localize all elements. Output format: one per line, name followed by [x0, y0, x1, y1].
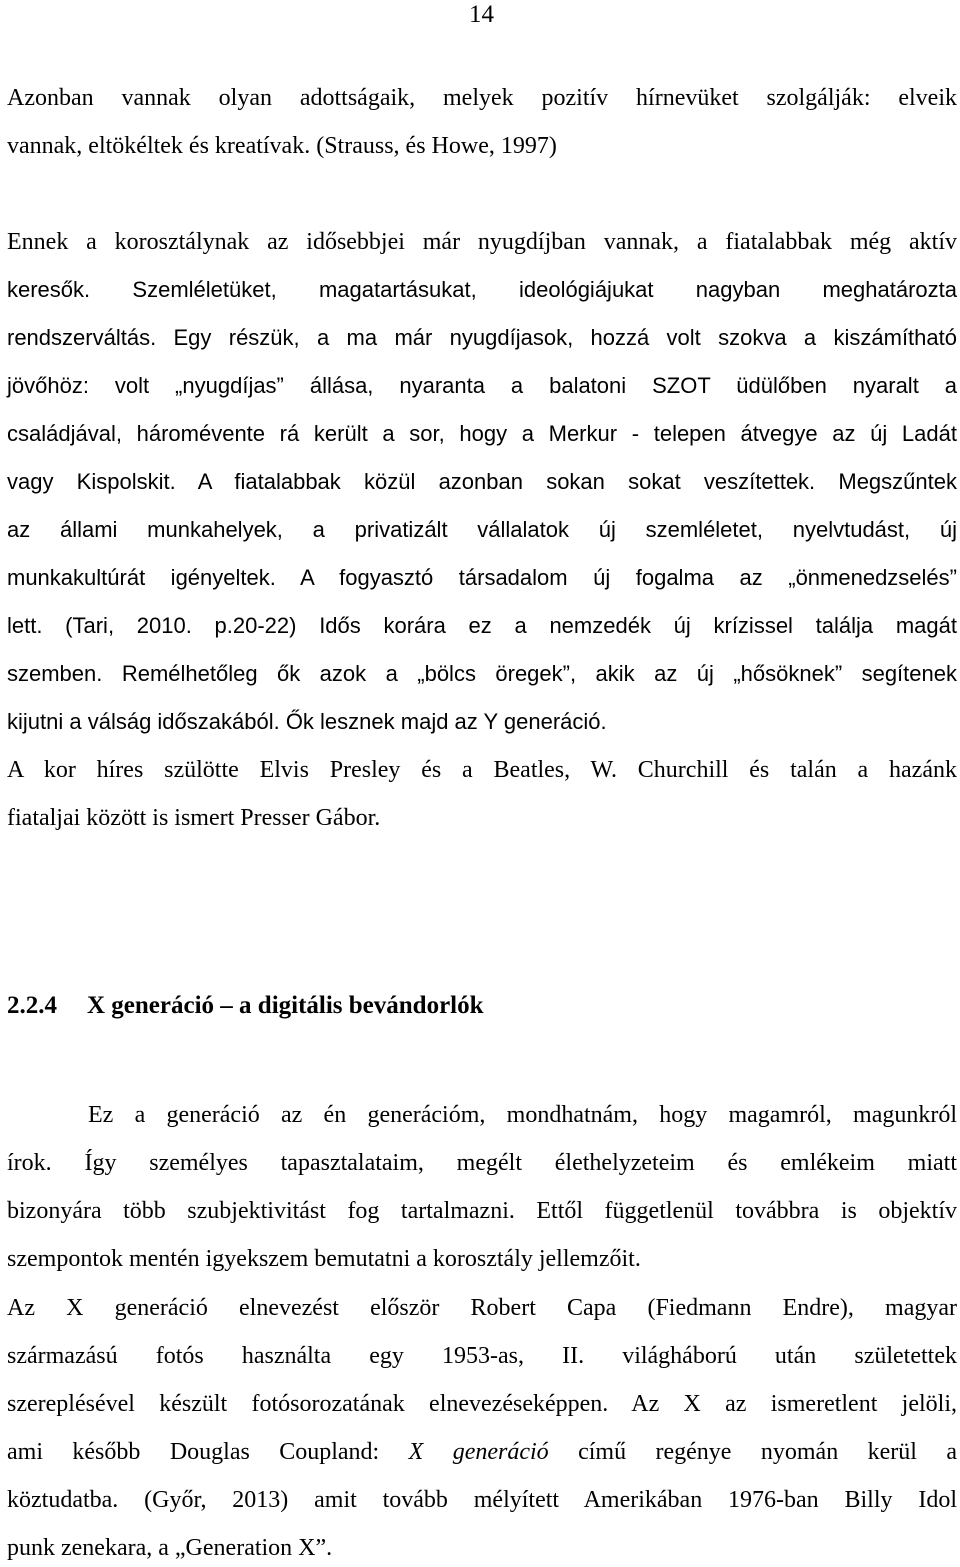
text-line: szereplésével készült fotósorozatának elnevezéseképpen. Az X az ismeretlent jelöli, [7, 1391, 957, 1417]
text-line: rendszerváltás. Egy részük, a ma már nyugdíjasok, hozzá volt szokva a kiszámítható [7, 325, 957, 350]
text-line: munkakultúrát igényeltek. A fogyasztó társadalom új fogalma az „önmenedzselés” [7, 565, 957, 590]
text-line: keresők. Szemléletüket, magatartásukat, ideológiájukat nagyban meghatározta [7, 277, 957, 302]
text-line: punk zenekara, a „Generation X”. [7, 1535, 333, 1561]
text-line: Azonban vannak olyan adottságaik, melyek pozitív hírnevüket szolgálják: elveik [7, 85, 957, 111]
text-line: fiataljai között is ismert Presser Gábor. [7, 805, 381, 831]
text-line: származású fotós használta egy 1953-as, II. világháború után születettek [7, 1343, 957, 1369]
text-line: írok. Így személyes tapasztalataim, megélt élethelyzeteim és emlékeim miatt [7, 1150, 957, 1176]
book-title: X generáció [408, 1439, 549, 1465]
text-line: vannak, eltökéltek és kreatívak. (Strauss, és Howe, 1997) [7, 133, 557, 159]
section-title: X generáció – a digitális bevándorlók [87, 992, 484, 1019]
text-line: köztudatba. (Győr, 2013) amit tovább mélyített Amerikában 1976-ban Billy Idol [7, 1487, 957, 1513]
text-line: Ennek a korosztálynak az idősebbjei már nyugdíjban vannak, a fiatalabbak még aktív [7, 229, 957, 255]
text-line: szemben. Remélhetőleg ők azok a „bölcs öregek”, akik az új „hősöknek” segítenek [7, 661, 957, 686]
text-segment: című regénye nyomán kerül a [548, 1439, 957, 1465]
text-line: vagy Kispolskit. A fiatalabbak közül azonban sokan sokat veszítettek. Megszűntek [7, 469, 957, 494]
text-line: családjával, háromévente rá került a sor, hogy a Merkur - telepen átvegye az új Ladát [7, 421, 957, 446]
text-line: lett. (Tari, 2010. p.20-22) Idős korára ez a nemzedék új krízissel találja magát [7, 613, 957, 638]
section-number: 2.2.4 [7, 992, 57, 1019]
text-line: kijutni a válság időszakából. Ők lesznek majd az Y generáció. [7, 709, 607, 734]
text-line: bizonyára több szubjektivitást fog tartalmazni. Ettől függetlenül továbbra is objektív [7, 1198, 957, 1224]
page-number: 14 [469, 1, 494, 28]
text-line: jövőhöz: volt „nyugdíjas” állása, nyaranta a balatoni SZOT üdülőben nyaralt a [7, 373, 957, 398]
text-line: A kor híres szülötte Elvis Presley és a Beatles, W. Churchill és talán a hazánk [7, 757, 957, 783]
text-segment: ami később Douglas Coupland: [7, 1439, 409, 1465]
text-line [7, 1437, 957, 1467]
text-line: Ez a generáció az én generációm, mondhatnám, hogy magamról, magunkról [88, 1102, 957, 1128]
section-heading [7, 990, 484, 1022]
text-line: Az X generáció elnevezést először Robert Capa (Fiedmann Endre), magyar [7, 1295, 957, 1321]
text-line: az állami munkahelyek, a privatizált vállalatok új szemléletet, nyelvtudást, új [7, 517, 957, 542]
text-line: szempontok mentén igyekszem bemutatni a korosztály jellemzőit. [7, 1246, 641, 1272]
